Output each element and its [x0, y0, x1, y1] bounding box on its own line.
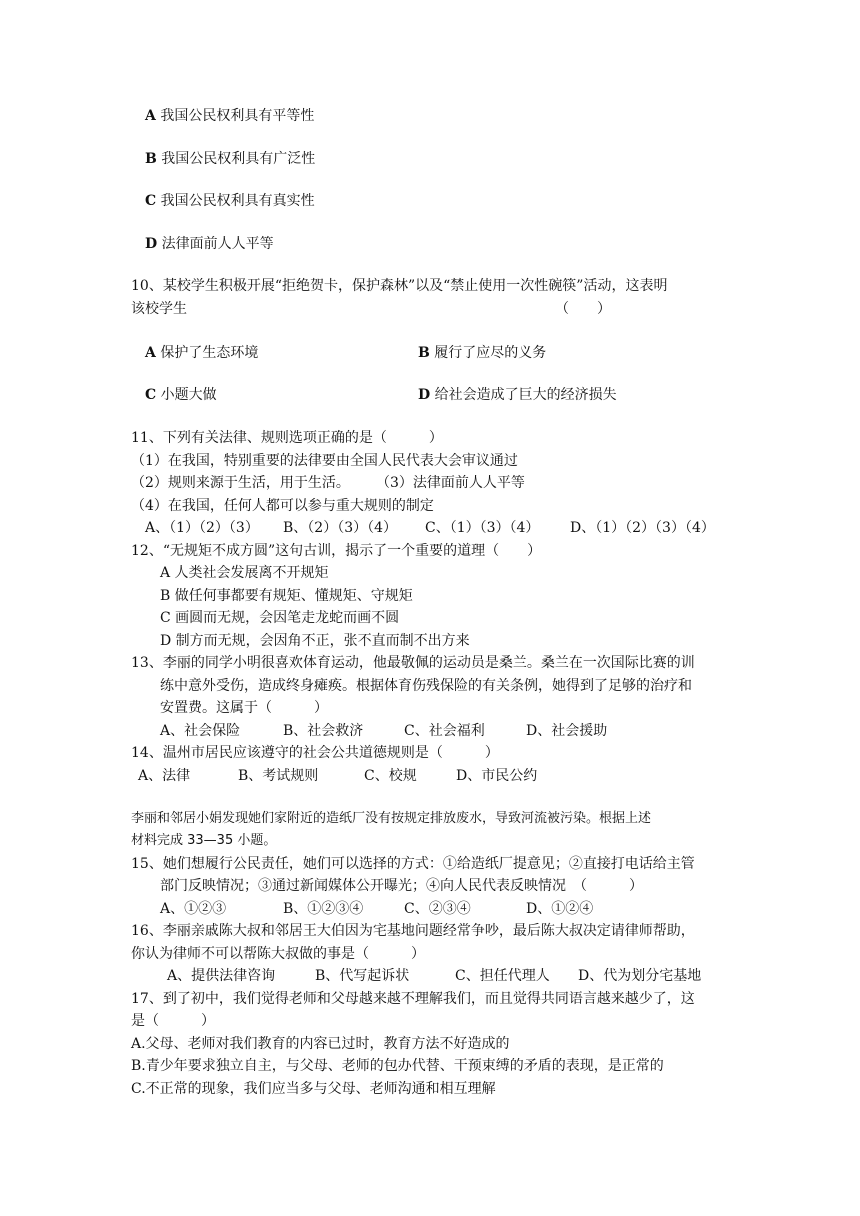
q11-statement-2: （2）规则来源于生活，用于生活。: [131, 475, 350, 491]
q10-option-a: A 保护了生态环境: [145, 345, 259, 361]
q14-option-a: A、法律: [138, 768, 191, 784]
q10-option-b: B 履行了应尽的义务: [418, 345, 547, 361]
q11-statement-4: （4）在我国，任何人都可以参与重大规则的制定: [131, 498, 434, 514]
q13-stem-line1: 13、李丽的同学小明很喜欢体育运动，他最敬佩的运动员是桑兰。桑兰在一次国际比赛的训: [131, 655, 695, 671]
q9-option-c: C 我国公民权利具有真实性: [145, 193, 315, 209]
q17-option-b: B.青少年要求独立自主，与父母、老师的包办代替、干预束缚的矛盾的表现，是正常的: [131, 1058, 664, 1074]
q11-option-a: A、（1）（2）（3）: [145, 520, 259, 536]
material-line2: 材料完成 33—35 小题。: [131, 833, 277, 848]
q15-option-d: D、①②④: [526, 901, 594, 917]
q16-option-c: C、担任代理人: [455, 968, 550, 984]
q10-option-d: D 给社会造成了巨大的经济损失: [418, 387, 617, 403]
q10-stem-line1: 10、某校学生积极开展“拒绝贺卡，保护森林”以及“禁止使用一次性碗筷”活动，这表明: [131, 278, 668, 294]
q15-option-c: C、②③④: [404, 901, 471, 917]
q11-stem: 11、下列有关法律、规则选项正确的是（ ）: [131, 430, 443, 446]
q16-option-d: D、代为划分宅基地: [578, 968, 702, 984]
q16-stem-line1: 16、李丽亲戚陈大叔和邻居王大伯因为宅基地问题经常争吵，最后陈大叔决定请律师帮助，: [131, 923, 695, 939]
q13-option-b: B、社会救济: [283, 723, 364, 739]
q13-option-a: A、社会保险: [160, 723, 241, 739]
q11-option-c: C、（1）（3）（4）: [425, 520, 540, 536]
q12-stem: 12、“无规矩不成方圆”这句古训，揭示了一个重要的道理（ ）: [131, 543, 542, 559]
q16-option-a: A、提供法律咨询: [167, 968, 276, 984]
q11-option-d: D、（1）（2）（3）（4）: [570, 520, 715, 536]
q13-stem-line3: 安置费。这属于（ ）: [160, 700, 328, 716]
q11-option-b: B、（2）（3）（4）: [283, 520, 398, 536]
q15-option-a: A、①②③: [160, 901, 227, 917]
q16-option-b: B、代写起诉状: [315, 968, 410, 984]
q14-option-d: D、市民公约: [456, 768, 538, 784]
q14-option-b: B、考试规则: [238, 768, 319, 784]
q10-stem-line2: 该校学生: [131, 301, 187, 317]
q17-option-c: C.不正常的现象，我们应当多与父母、老师沟通和相互理解: [131, 1081, 496, 1097]
q9-option-d: D 法律面前人人平等: [145, 236, 274, 252]
q15-stem-line1: 15、她们想履行公民责任，她们可以选择的方式：①给造纸厂提意见；②直接打电话给主管: [131, 856, 695, 872]
q17-option-a: A.父母、老师对我们教育的内容已过时，教育方法不好造成的: [131, 1036, 510, 1052]
q14-stem: 14、温州市居民应该遵守的社会公共道德规则是（ ）: [131, 745, 499, 761]
q9-option-b: B 我国公民权利具有广泛性: [145, 151, 316, 167]
q17-stem-line1: 17、到了初中，我们觉得老师和父母越来越不理解我们，而且觉得共同语言越来越少了，这: [131, 991, 695, 1007]
q12-option-a: A 人类社会发展离不开规矩: [160, 565, 329, 581]
q15-option-b: B、①②③④: [283, 901, 364, 917]
material-line1: 李丽和邻居小娟发现她们家附近的造纸厂没有按规定排放废水，导致河流被污染。根据上述: [131, 811, 652, 826]
q17-stem-line2: 是（ ）: [131, 1013, 215, 1029]
q11-statement-1: （1）在我国，特别重要的法律要由全国人民代表大会审议通过: [131, 453, 518, 469]
q9-option-a: A 我国公民权利具有平等性: [145, 108, 315, 124]
q12-option-d: D 制方而无规，会因角不正，张不直而制不出方来: [160, 633, 470, 649]
q13-option-d: D、社会援助: [526, 723, 608, 739]
q13-stem-line2: 练中意外受伤，造成终身瘫痪。根据体育伤残保险的有关条例，她得到了足够的治疗和: [160, 678, 692, 694]
q16-stem-line2: 你认为律师不可以帮陈大叔做的事是（ ）: [131, 946, 425, 962]
q12-option-b: B 做任何事都要有规矩、懂规矩、守规矩: [160, 588, 413, 604]
q10-answer-paren: （ ）: [555, 301, 611, 317]
q13-option-c: C、社会福利: [404, 723, 485, 739]
q11-statement-3: （3）法律面前人人平等: [376, 475, 525, 491]
q14-option-c: C、校规: [364, 768, 417, 784]
q10-option-c: C 小题大做: [145, 387, 217, 403]
q12-option-c: C 画圆而无规，会因笔走龙蛇而画不圆: [160, 610, 400, 626]
q15-stem-line2: 部门反映情况；③通过新闻媒体公开曝光；④向人民代表反映情况 （ ）: [160, 878, 643, 894]
